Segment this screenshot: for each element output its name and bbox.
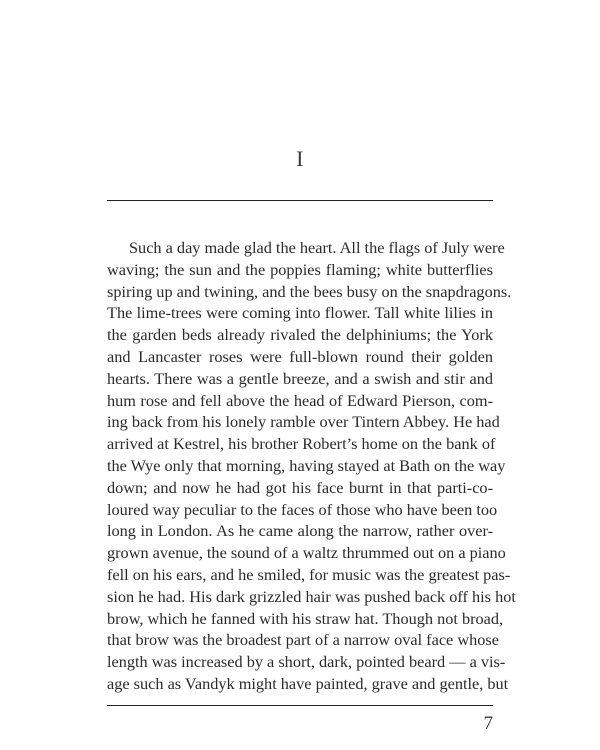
text-line: brow, which he fanned with his straw hat. Though not broad,: [107, 608, 504, 628]
text-line: The lime-trees were coming into flower. Tall white lilies in: [107, 303, 493, 323]
text-line: spiring up and twining, and the bees busy on the snapdragons.: [107, 281, 512, 301]
text-line: long in London. As he came along the narrow, rather over-: [107, 521, 493, 541]
text-line: hum rose and fell above the head of Edward Pierson, com-: [107, 390, 493, 410]
text-line: the garden beds already rivaled the delphiniums; the York: [107, 325, 493, 345]
body-text: [107, 237, 516, 695]
bottom-rule: [107, 705, 493, 706]
text-line: ing back from his lonely ramble over Tintern Abbey. He had: [107, 412, 500, 432]
text-line: fell on his ears, and he smiled, for music was the greatest pas-: [107, 564, 511, 584]
chapter-numeral: I: [296, 146, 304, 171]
text-line: loured way peculiar to the faces of those who have been too: [107, 499, 498, 519]
text-line: waving; the sun and the poppies flaming; white butterflies: [107, 259, 493, 279]
text-line: age such as Vandyk might have painted, grave and gentle, but: [107, 673, 509, 693]
text-line: Such a day made glad the heart. All the flags of July were: [129, 238, 505, 257]
text-line: and Lancaster roses were full-blown round their golden: [107, 346, 493, 366]
text-line: sion he had. His dark grizzled hair was pushed back off his hot: [107, 586, 516, 606]
text-line: arrived at Kestrel, his brother Robert’s home on the bank of: [107, 434, 496, 454]
page-number: 7: [483, 713, 493, 734]
text-line: down; and now he had got his face burnt in that parti-co-: [107, 477, 493, 497]
text-line: hearts. There was a gentle breeze, and a swish and stir and: [107, 368, 493, 388]
text-line: the Wye only that morning, having stayed at Bath on the way: [107, 455, 506, 475]
top-rule: [107, 200, 493, 201]
text-line: that brow was the broadest part of a narrow oval face whose: [107, 630, 499, 650]
text-line: length was increased by a short, dark, pointed beard — a vis-: [107, 652, 506, 672]
text-line: grown avenue, the sound of a waltz thrummed out on a piano: [107, 543, 506, 563]
